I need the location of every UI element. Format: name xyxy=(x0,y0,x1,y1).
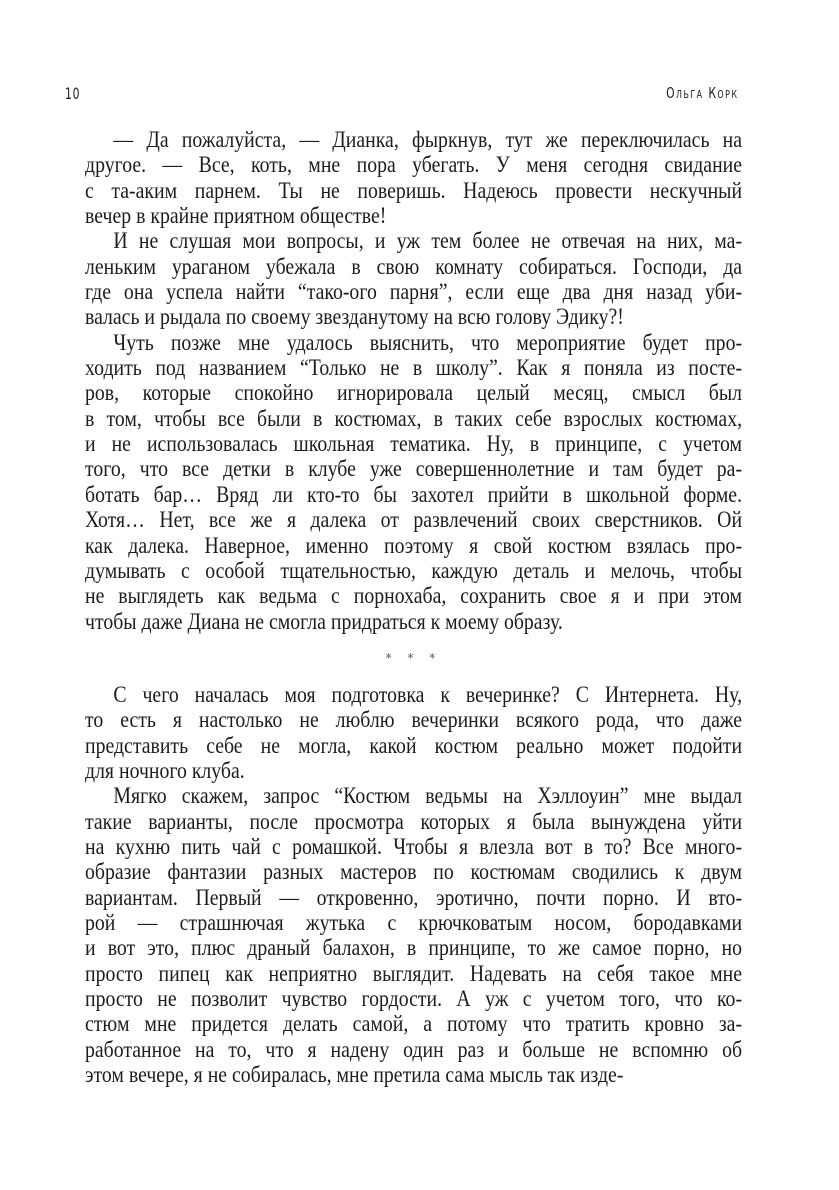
text-line: не выглядеть как ведьма с порнохаба, сохранить свое я и при этом xyxy=(85,583,743,609)
text-line: просто не позволит чувство гордости. А уж с учетом того, что ко- xyxy=(85,986,743,1011)
running-head-author: Ольга Корк xyxy=(665,84,738,102)
text-line: для ночного клуба. xyxy=(85,757,245,783)
text-line: в том, чтобы все были в костюмах, в таких себе взрослых костюмах, xyxy=(85,405,743,431)
text-line: валась и рыдала по своему звезданутому на всю голову Эдику?! xyxy=(85,304,624,330)
text-line: С чего началась моя подготовка к вечеринке? С Интернета. Ну, xyxy=(113,681,743,707)
paragraph xyxy=(85,127,742,228)
text-line: И не слушая мои вопросы, и уж тем более не отвечая на них, ма- xyxy=(113,228,743,254)
text-line: чтобы даже Диана не смогла придраться к моему образу. xyxy=(85,608,563,634)
paragraph xyxy=(85,682,742,783)
text-line: другое. — Все, коть, мне пора убегать. У меня сегодня свидание xyxy=(85,152,743,178)
text-line: просто пипец как неприятно выглядит. Надевать на себя такое мне xyxy=(85,960,743,986)
text-line: ров, которые спокойно игнорировала целый месяц, смысл был xyxy=(85,380,743,406)
text-line: и не использовалась школьная тематика. Ну, в принципе, с учетом xyxy=(85,431,743,457)
text-line: на кухню пить чай с ромашкой. Чтобы я влезла вот в то? Все много- xyxy=(85,833,743,859)
paragraph xyxy=(85,228,742,329)
text-line: Чуть позже мне удалось выяснить, что мероприятие будет про- xyxy=(113,329,743,355)
text-line: такие варианты, после просмотра которых я была вынуждена уйти xyxy=(85,808,743,834)
text-line: ботать бар… Вряд ли кто-то бы захотел прийти в школьной форме. xyxy=(85,481,743,507)
text-line: образие фантазии разных мастеров по костюмам сводились к двум xyxy=(85,859,743,885)
text-line: — Да пожалуйста, — Дианка, фыркнув, тут же переключилась на xyxy=(113,127,743,152)
text-line: того, что все детки в клубе уже совершеннолетние и там будет ра- xyxy=(85,456,743,482)
text-line: рой — страшнючая жутька с крючковатым носом, бородавками xyxy=(85,909,743,935)
text-line: этом вечере, я не собиралась, мне претила сама мысль так изде- xyxy=(85,1062,624,1088)
text-line: ходить под названием “Только не в школу”. Как я поняла из посте- xyxy=(85,355,743,381)
page-header xyxy=(65,84,738,106)
text-line: представить себе не могла, какой костюм реально может подойти xyxy=(85,732,743,758)
page-number: 10 xyxy=(65,84,81,103)
text-line: и вот это, плюс драный балахон, в принципе, то же самое порно, но xyxy=(85,935,743,961)
paragraph xyxy=(85,783,742,1087)
text-line: где она успела найти “тако-ого парня”, если еще два дня назад уби- xyxy=(85,279,743,305)
text-line: думывать с особой тщательностью, каждую деталь и мелочь, чтобы xyxy=(85,557,743,583)
scene-break: * * * xyxy=(385,650,442,665)
text-line: то есть я настолько не люблю вечеринки всякого рода, что даже xyxy=(85,707,743,733)
text-line: вариантам. Первый — откровенно, эротично, почти порно. И вто- xyxy=(85,884,743,910)
text-line: Мягко скажем, запрос “Костюм ведьмы на Хэллоуин” мне выдал xyxy=(113,783,743,809)
text-line: как далека. Наверное, именно поэтому я свой костюм взялась про- xyxy=(85,532,743,558)
text-line: леньким ураганом убежала в свою комнату собираться. Господи, да xyxy=(85,253,743,279)
page-body xyxy=(85,127,742,1087)
text-line: вечер в крайне приятном обществе! xyxy=(85,203,387,229)
text-line: работанное на то, что я надену один раз и больше не вспомню об xyxy=(85,1036,743,1062)
text-line: стюм мне придется делать самой, а потому что тратить кровно за- xyxy=(85,1011,743,1037)
paragraph xyxy=(85,330,742,634)
text-line: с та-аким парнем. Ты не поверишь. Надеюсь провести нескучный xyxy=(85,177,743,203)
text-line: Хотя… Нет, все же я далека от развлечений своих сверстников. Ой xyxy=(85,507,743,533)
